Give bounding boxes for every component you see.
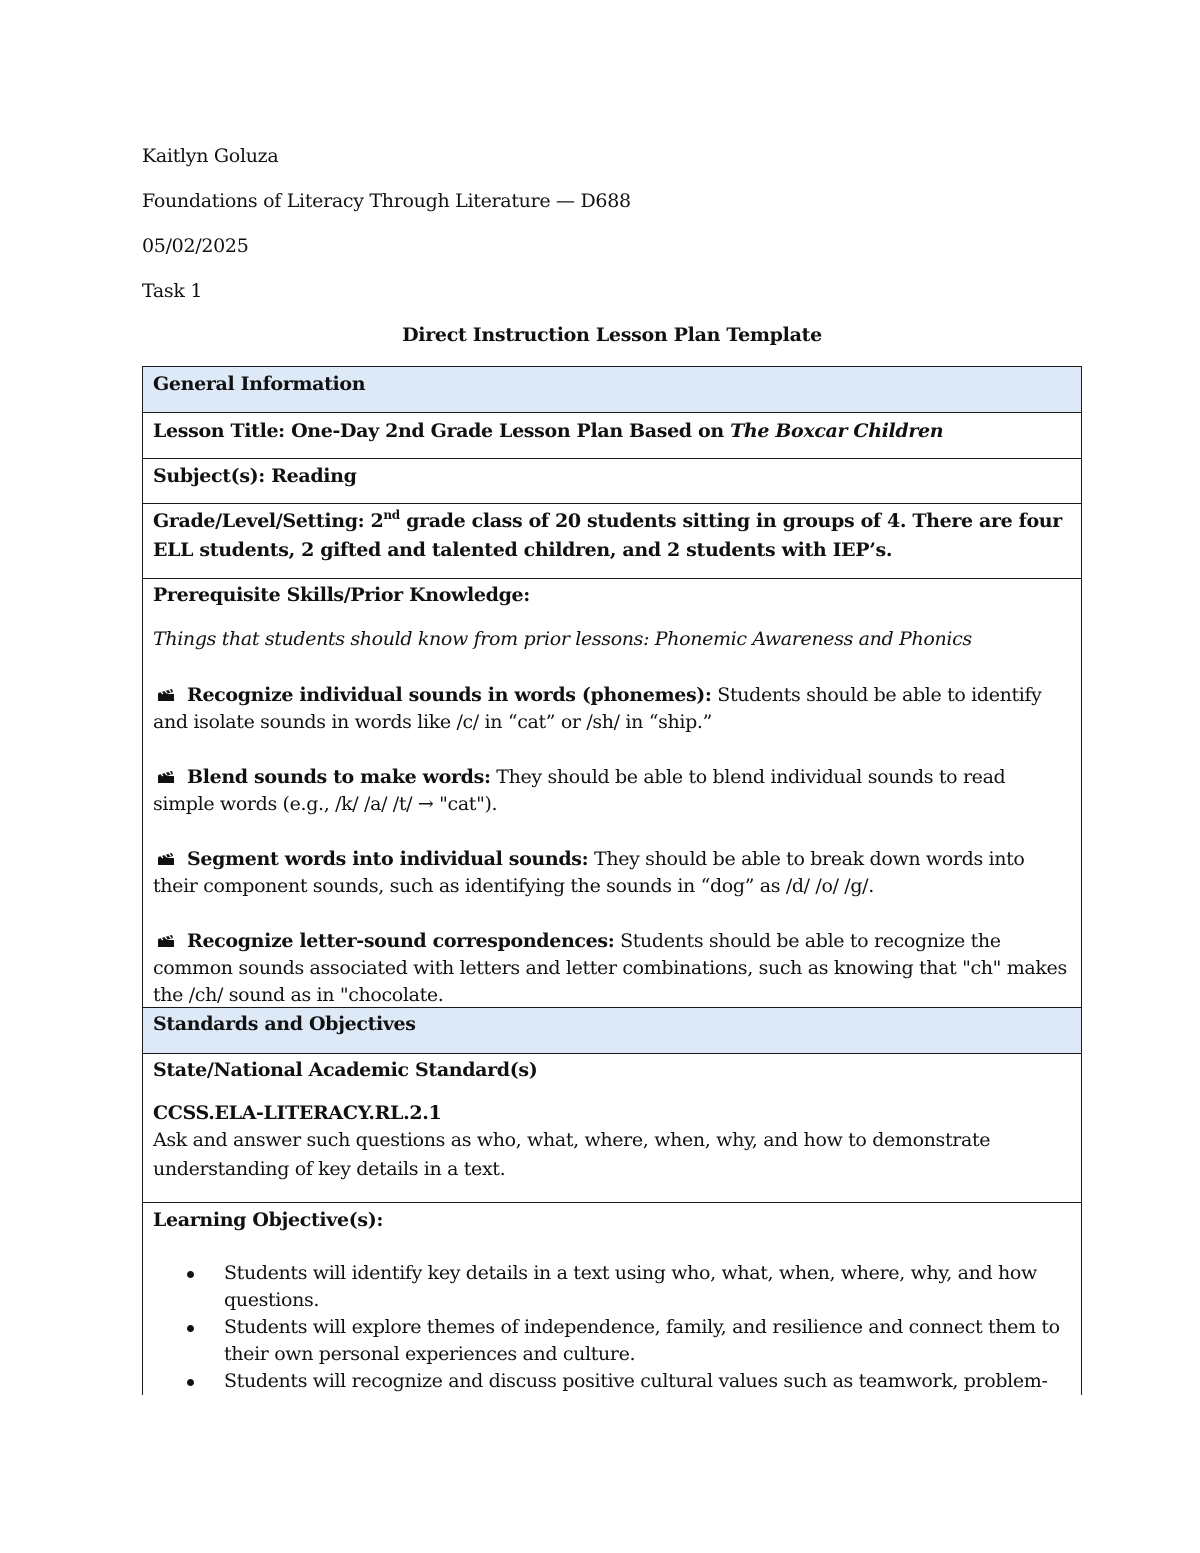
author-name: Kaitlyn Goluza	[142, 145, 279, 167]
list-item: Students will explore themes of independence, family, and resilience and connect them to their own personal experiences and culture.	[153, 1314, 1071, 1368]
prerequisite-item	[153, 846, 1071, 900]
standards-heading: Standards and Objectives	[153, 1013, 416, 1035]
list-item: Students will identify key details in a text using who, what, when, where, why, and how questions.	[153, 1260, 1071, 1314]
clapperboard-icon	[157, 688, 175, 702]
prerequisite-item	[153, 764, 1071, 818]
general-info-heading: General Information	[153, 373, 366, 395]
grade-setting-row	[143, 504, 1081, 579]
lesson-title-row	[143, 413, 1081, 459]
lesson-title-label: Lesson Title: One-Day 2nd Grade Lesson Plan Based on	[153, 420, 731, 442]
document-date: 05/02/2025	[142, 235, 249, 257]
bullet-dot-icon	[187, 1325, 194, 1332]
standard-code: CCSS.ELA-LITERACY.RL.2.1	[153, 1102, 442, 1124]
prerequisite-item	[153, 928, 1071, 1008]
prerequisite-item-text: Students should be able to identify and isolate sounds in words like /c/ in “cat” or /sh/ in “ship.”	[153, 684, 1042, 733]
grade-superscript: nd	[383, 508, 400, 522]
prerequisite-item-title: Blend sounds to make words:	[187, 766, 491, 788]
prerequisite-row	[143, 579, 1081, 1008]
learning-objectives-label: Learning Objective(s):	[153, 1209, 383, 1231]
list-item: Students will recognize and discuss positive cultural values such as teamwork, problem-	[153, 1368, 1071, 1395]
academic-standards-row	[143, 1054, 1081, 1203]
course-name: Foundations of Literacy Through Literature — D688	[142, 190, 631, 212]
standard-text: Ask and answer such questions as who, what, where, when, why, and how to demonstrate understanding of key details in a text.	[153, 1129, 991, 1180]
prerequisite-item-text: Students should be able to recognize the common sounds associated with letters and letter combinations, such as knowing that "ch" makes the /ch/ sound as in "chocolate.	[153, 930, 1067, 1006]
subjects-row	[143, 459, 1081, 504]
document-title: Direct Instruction Lesson Plan Template	[402, 324, 822, 346]
learning-objectives-list	[153, 1260, 1071, 1395]
clapperboard-icon	[157, 934, 175, 948]
prerequisite-intro: Things that students should know from prior lessons: Phonemic Awareness and Phonics	[153, 628, 972, 650]
prerequisite-item-text: They should be able to blend individual sounds to read simple words (e.g., /k/ /a/ /t/ → "cat").	[153, 766, 1006, 815]
prerequisite-item	[153, 682, 1071, 736]
grade-label-prefix: Grade/Level/Setting: 2	[153, 510, 384, 532]
learning-objectives-row	[143, 1203, 1081, 1395]
grade-label-rest: grade class of 20 students sitting in groups of 4. There are four ELL students, 2 gifted and talented children, and 2 students with IEP’s.	[153, 510, 1062, 561]
lesson-title-book: The Boxcar Children	[730, 420, 944, 442]
prerequisite-heading: Prerequisite Skills/Prior Knowledge:	[153, 584, 530, 606]
clapperboard-icon	[157, 852, 175, 866]
standards-heading-row	[143, 1008, 1081, 1054]
bullet-dot-icon	[187, 1271, 194, 1278]
bullet-dot-icon	[187, 1379, 194, 1386]
prerequisite-item-title: Recognize letter-sound correspondences:	[187, 930, 615, 952]
prerequisite-item-text: They should be able to break down words into their component sounds, such as identifying the sounds in “dog” as /d/ /o/ /g/.	[153, 848, 1025, 897]
general-info-heading-row	[143, 367, 1081, 413]
prerequisite-item-title: Segment words into individual sounds:	[187, 848, 589, 870]
clapperboard-icon	[157, 770, 175, 784]
task-label: Task 1	[142, 280, 203, 302]
lesson-plan-table	[142, 366, 1082, 1395]
prerequisite-item-title: Recognize individual sounds in words (phonemes):	[187, 684, 712, 706]
subjects-text: Subject(s): Reading	[153, 465, 357, 487]
academic-standards-label: State/National Academic Standard(s)	[153, 1059, 538, 1081]
